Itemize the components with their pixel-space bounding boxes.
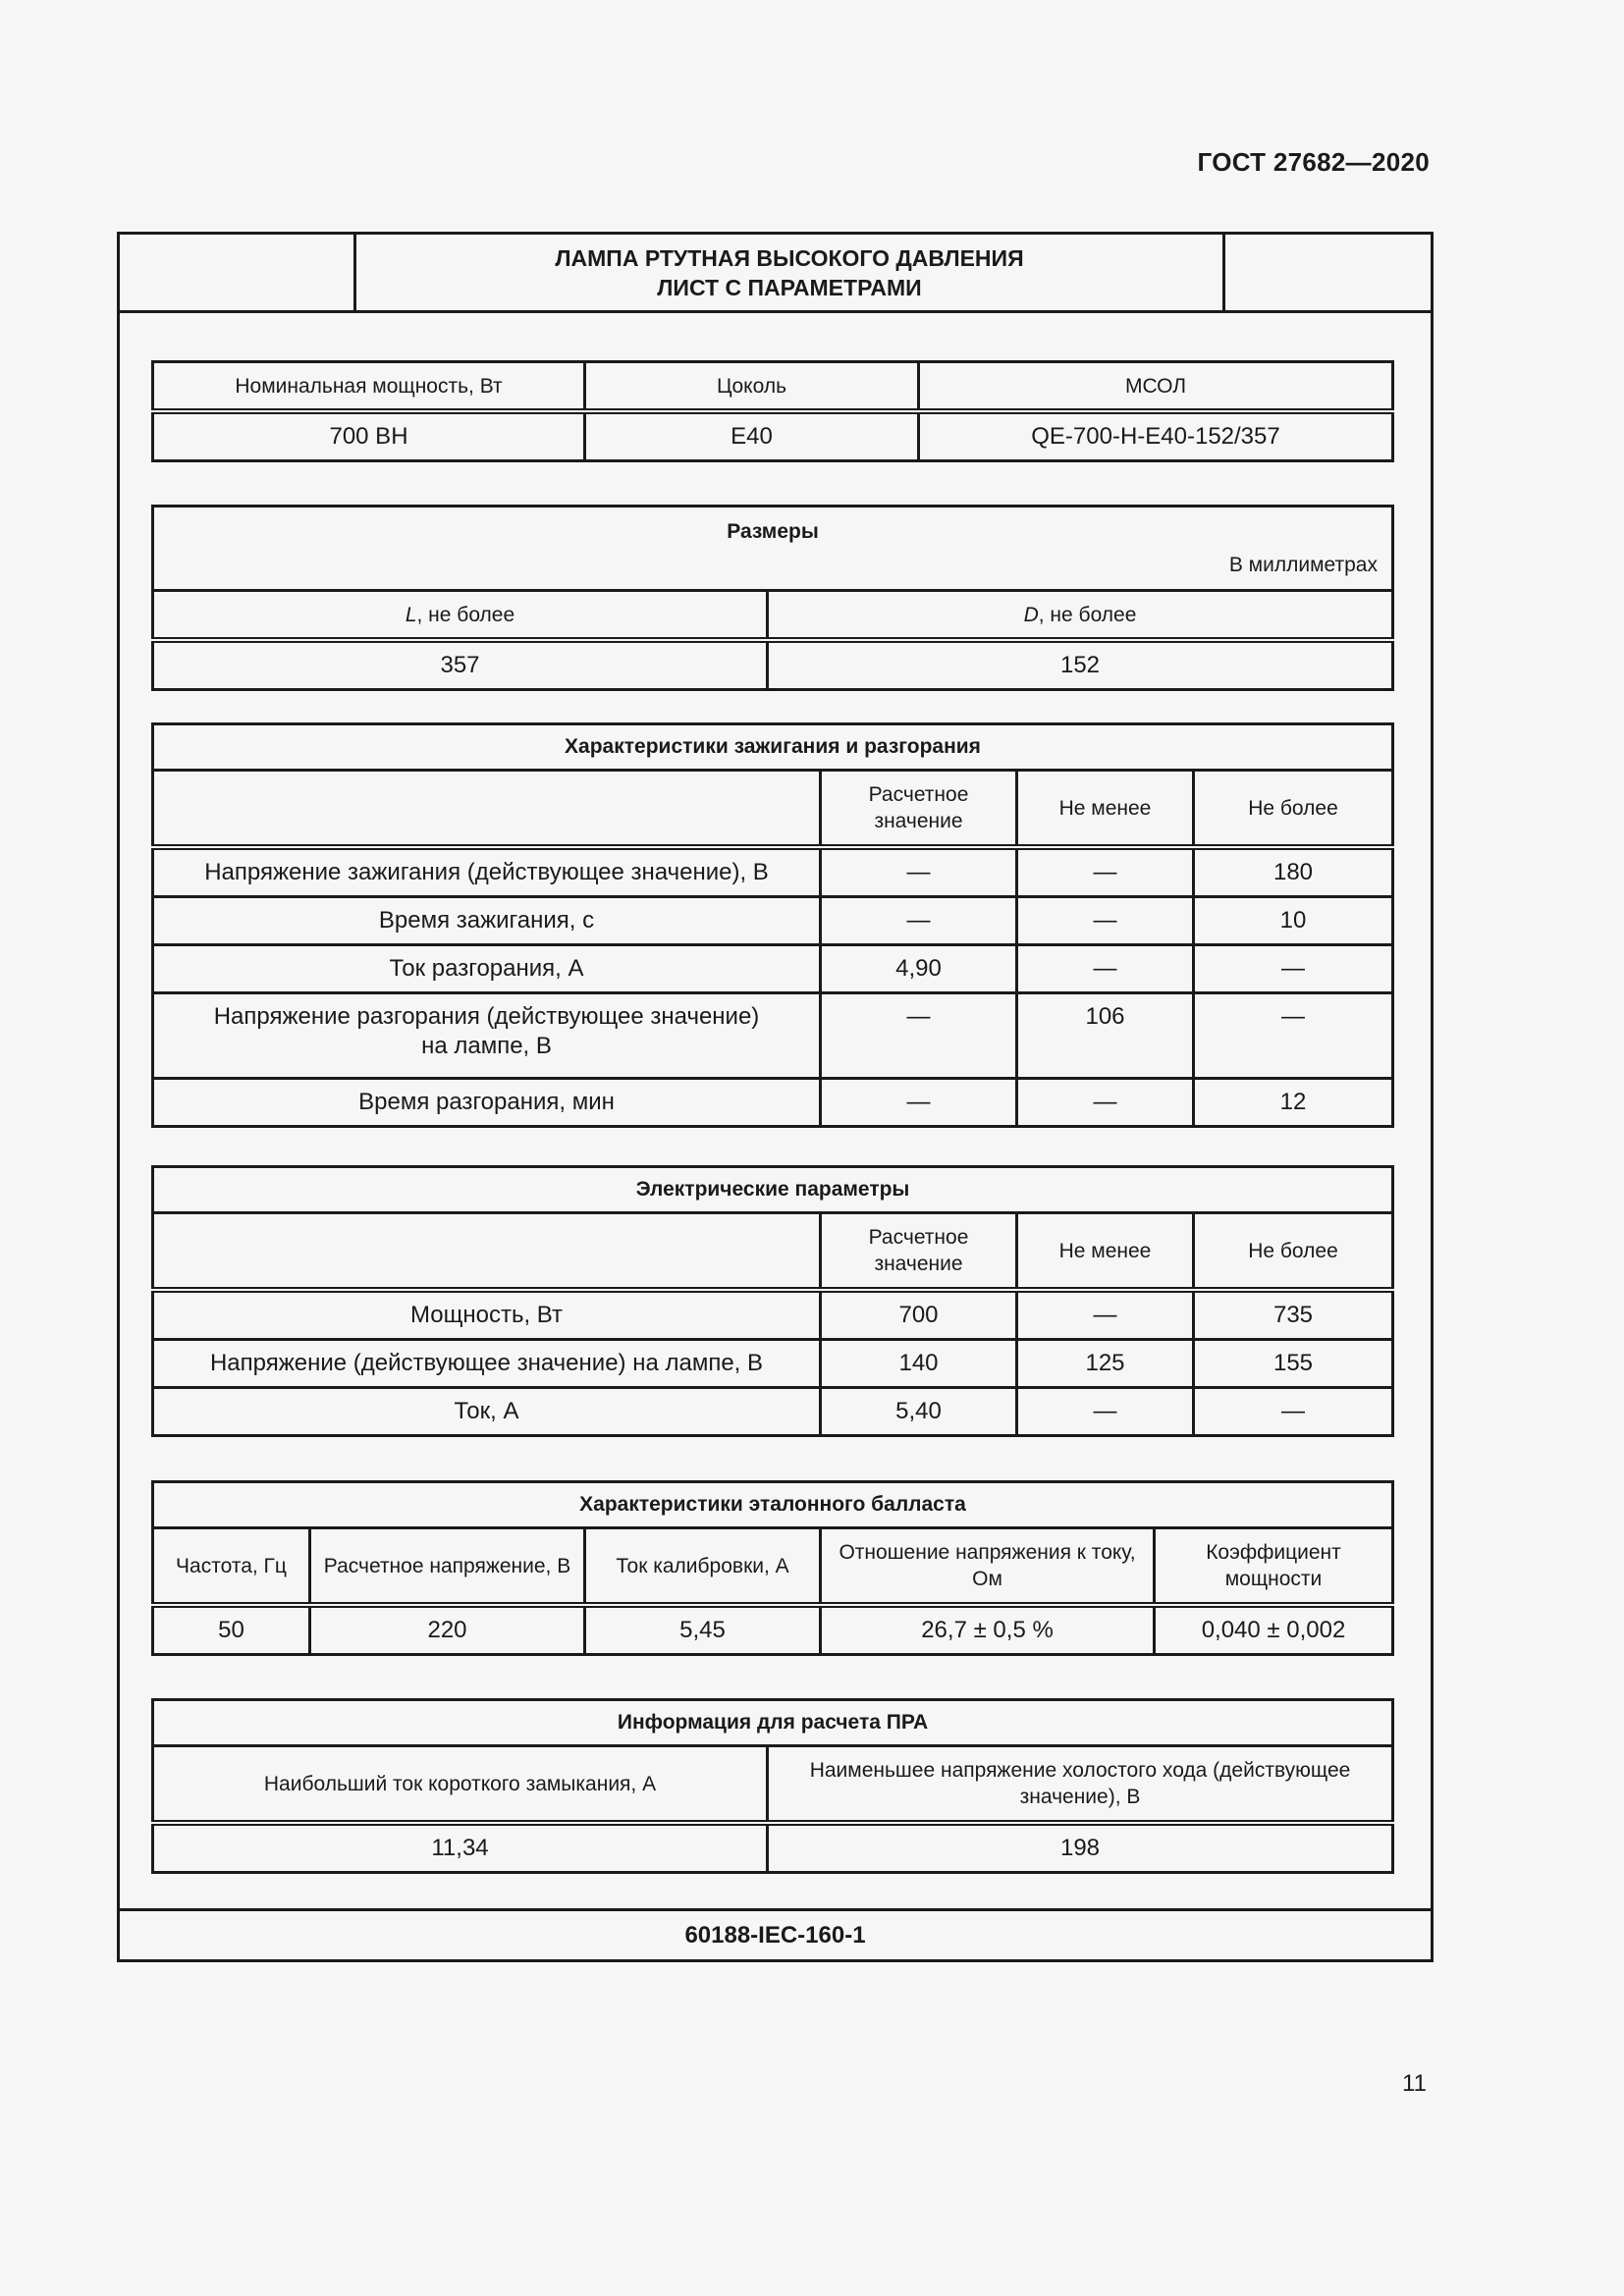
ignition-param: Напряжение зажигания (действующее значение), В bbox=[153, 847, 821, 897]
electrical-calc: 700 bbox=[821, 1290, 1017, 1340]
electrical-param: Мощность, Вт bbox=[153, 1290, 821, 1340]
ignition-max: — bbox=[1194, 945, 1393, 993]
header-diameter bbox=[768, 591, 1393, 641]
ignition-max: — bbox=[1194, 993, 1393, 1079]
header-nominal-power: Номинальная мощность, Вт bbox=[153, 362, 585, 412]
ignition-table bbox=[151, 722, 1394, 1128]
electrical-param: Ток, А bbox=[153, 1388, 821, 1436]
ignition-min: — bbox=[1017, 897, 1194, 945]
header-power-factor: Коэффициент мощности bbox=[1155, 1528, 1393, 1606]
electrical-calc: 140 bbox=[821, 1340, 1017, 1388]
standard-number: ГОСТ 27682—2020 bbox=[1197, 147, 1430, 177]
electrical-min: — bbox=[1017, 1290, 1194, 1340]
column-min: Не менее bbox=[1017, 771, 1194, 848]
sheet-header bbox=[120, 235, 1431, 313]
column-max: Не более bbox=[1194, 1213, 1393, 1291]
sheet-title-line1: ЛАМПА РТУТНАЯ ВЫСОКОГО ДАВЛЕНИЯ bbox=[555, 244, 1024, 271]
value-cap: E40 bbox=[585, 411, 919, 461]
electrical-max: — bbox=[1194, 1388, 1393, 1436]
column-max: Не более bbox=[1194, 771, 1393, 848]
sheet-title bbox=[353, 235, 1225, 310]
electrical-min: — bbox=[1017, 1388, 1194, 1436]
ignition-empty-header bbox=[153, 771, 821, 848]
header-voltage-current-ratio: Отношение напряжения к току, Ом bbox=[821, 1528, 1155, 1606]
column-min: Не менее bbox=[1017, 1213, 1194, 1291]
ignition-param: Ток разгорания, А bbox=[153, 945, 821, 993]
diameter-limit: , не более bbox=[1038, 603, 1137, 626]
pra-table bbox=[151, 1698, 1394, 1874]
ignition-min: — bbox=[1017, 1079, 1194, 1127]
ignition-calc: 4,90 bbox=[821, 945, 1017, 993]
header-msol: МСОЛ bbox=[919, 362, 1393, 412]
electrical-max: 155 bbox=[1194, 1340, 1393, 1388]
ignition-param bbox=[153, 993, 821, 1079]
header-short-circuit-current: Наибольший ток короткого замыкания, А bbox=[153, 1746, 768, 1824]
value-short-circuit-current: 11,34 bbox=[153, 1823, 768, 1873]
electrical-title: Электрические параметры bbox=[153, 1167, 1393, 1213]
length-limit: , не более bbox=[416, 603, 515, 626]
electrical-min: 125 bbox=[1017, 1340, 1194, 1388]
diameter-symbol: D bbox=[1023, 603, 1039, 626]
dimensions-caption bbox=[153, 507, 1393, 591]
electrical-max: 735 bbox=[1194, 1290, 1393, 1340]
ignition-max: 10 bbox=[1194, 897, 1393, 945]
ignition-calc: — bbox=[821, 993, 1017, 1079]
length-symbol: L bbox=[405, 603, 417, 626]
value-diameter: 152 bbox=[768, 640, 1393, 690]
header-frequency: Частота, Гц bbox=[153, 1528, 310, 1606]
electrical-table bbox=[151, 1165, 1394, 1437]
ballast-table bbox=[151, 1480, 1394, 1656]
ignition-min: — bbox=[1017, 847, 1194, 897]
dimensions-unit: В миллиметрах bbox=[1228, 554, 1378, 576]
ignition-param-line2: на лампе, В bbox=[421, 1033, 552, 1059]
value-frequency: 50 bbox=[153, 1605, 310, 1655]
ignition-max: 12 bbox=[1194, 1079, 1393, 1127]
electrical-calc: 5,40 bbox=[821, 1388, 1017, 1436]
value-length: 357 bbox=[153, 640, 768, 690]
column-calculated: Расчетное значение bbox=[821, 771, 1017, 848]
column-calculated: Расчетное значение bbox=[821, 1213, 1017, 1291]
header-calc-voltage: Расчетное напряжение, В bbox=[310, 1528, 585, 1606]
ignition-min: — bbox=[1017, 945, 1194, 993]
ballast-title: Характеристики эталонного балласта bbox=[153, 1482, 1393, 1528]
value-nominal-power: 700 ВН bbox=[153, 411, 585, 461]
electrical-empty-header bbox=[153, 1213, 821, 1291]
ignition-param: Время зажигания, с bbox=[153, 897, 821, 945]
ignition-max: 180 bbox=[1194, 847, 1393, 897]
value-open-circuit-voltage: 198 bbox=[768, 1823, 1393, 1873]
ignition-param-line1: Напряжение разгорания (действующее значение) bbox=[213, 1003, 760, 1030]
ignition-title: Характеристики зажигания и разгорания bbox=[153, 724, 1393, 771]
electrical-param: Напряжение (действующее значение) на лампе, В bbox=[153, 1340, 821, 1388]
ignition-param: Время разгорания, мин bbox=[153, 1079, 821, 1127]
value-voltage-current-ratio: 26,7 ± 0,5 % bbox=[821, 1605, 1155, 1655]
header-calibration-current: Ток калибровки, А bbox=[585, 1528, 821, 1606]
dimensions-table bbox=[151, 505, 1394, 691]
ignition-calc: — bbox=[821, 897, 1017, 945]
ignition-calc: — bbox=[821, 847, 1017, 897]
lamp-table bbox=[151, 360, 1394, 462]
sheet-title-line2: ЛИСТ С ПАРАМЕТРАМИ bbox=[657, 274, 922, 300]
page-number: 11 bbox=[1402, 2070, 1427, 2097]
value-power-factor: 0,040 ± 0,002 bbox=[1155, 1605, 1393, 1655]
sheet-footer-code: 60188-IEC-160-1 bbox=[120, 1908, 1431, 1959]
ignition-min: 106 bbox=[1017, 993, 1194, 1079]
value-msol: QE-700-H-E40-152/357 bbox=[919, 411, 1393, 461]
value-calibration-current: 5,45 bbox=[585, 1605, 821, 1655]
header-cap: Цоколь bbox=[585, 362, 919, 412]
dimensions-title: Размеры bbox=[727, 520, 819, 543]
parameter-sheet bbox=[117, 232, 1434, 1962]
ignition-calc: — bbox=[821, 1079, 1017, 1127]
header-length bbox=[153, 591, 768, 641]
value-calc-voltage: 220 bbox=[310, 1605, 585, 1655]
pra-title: Информация для расчета ПРА bbox=[153, 1700, 1393, 1746]
header-open-circuit-voltage: Наименьшее напряжение холостого хода (действующее значение), В bbox=[768, 1746, 1393, 1824]
